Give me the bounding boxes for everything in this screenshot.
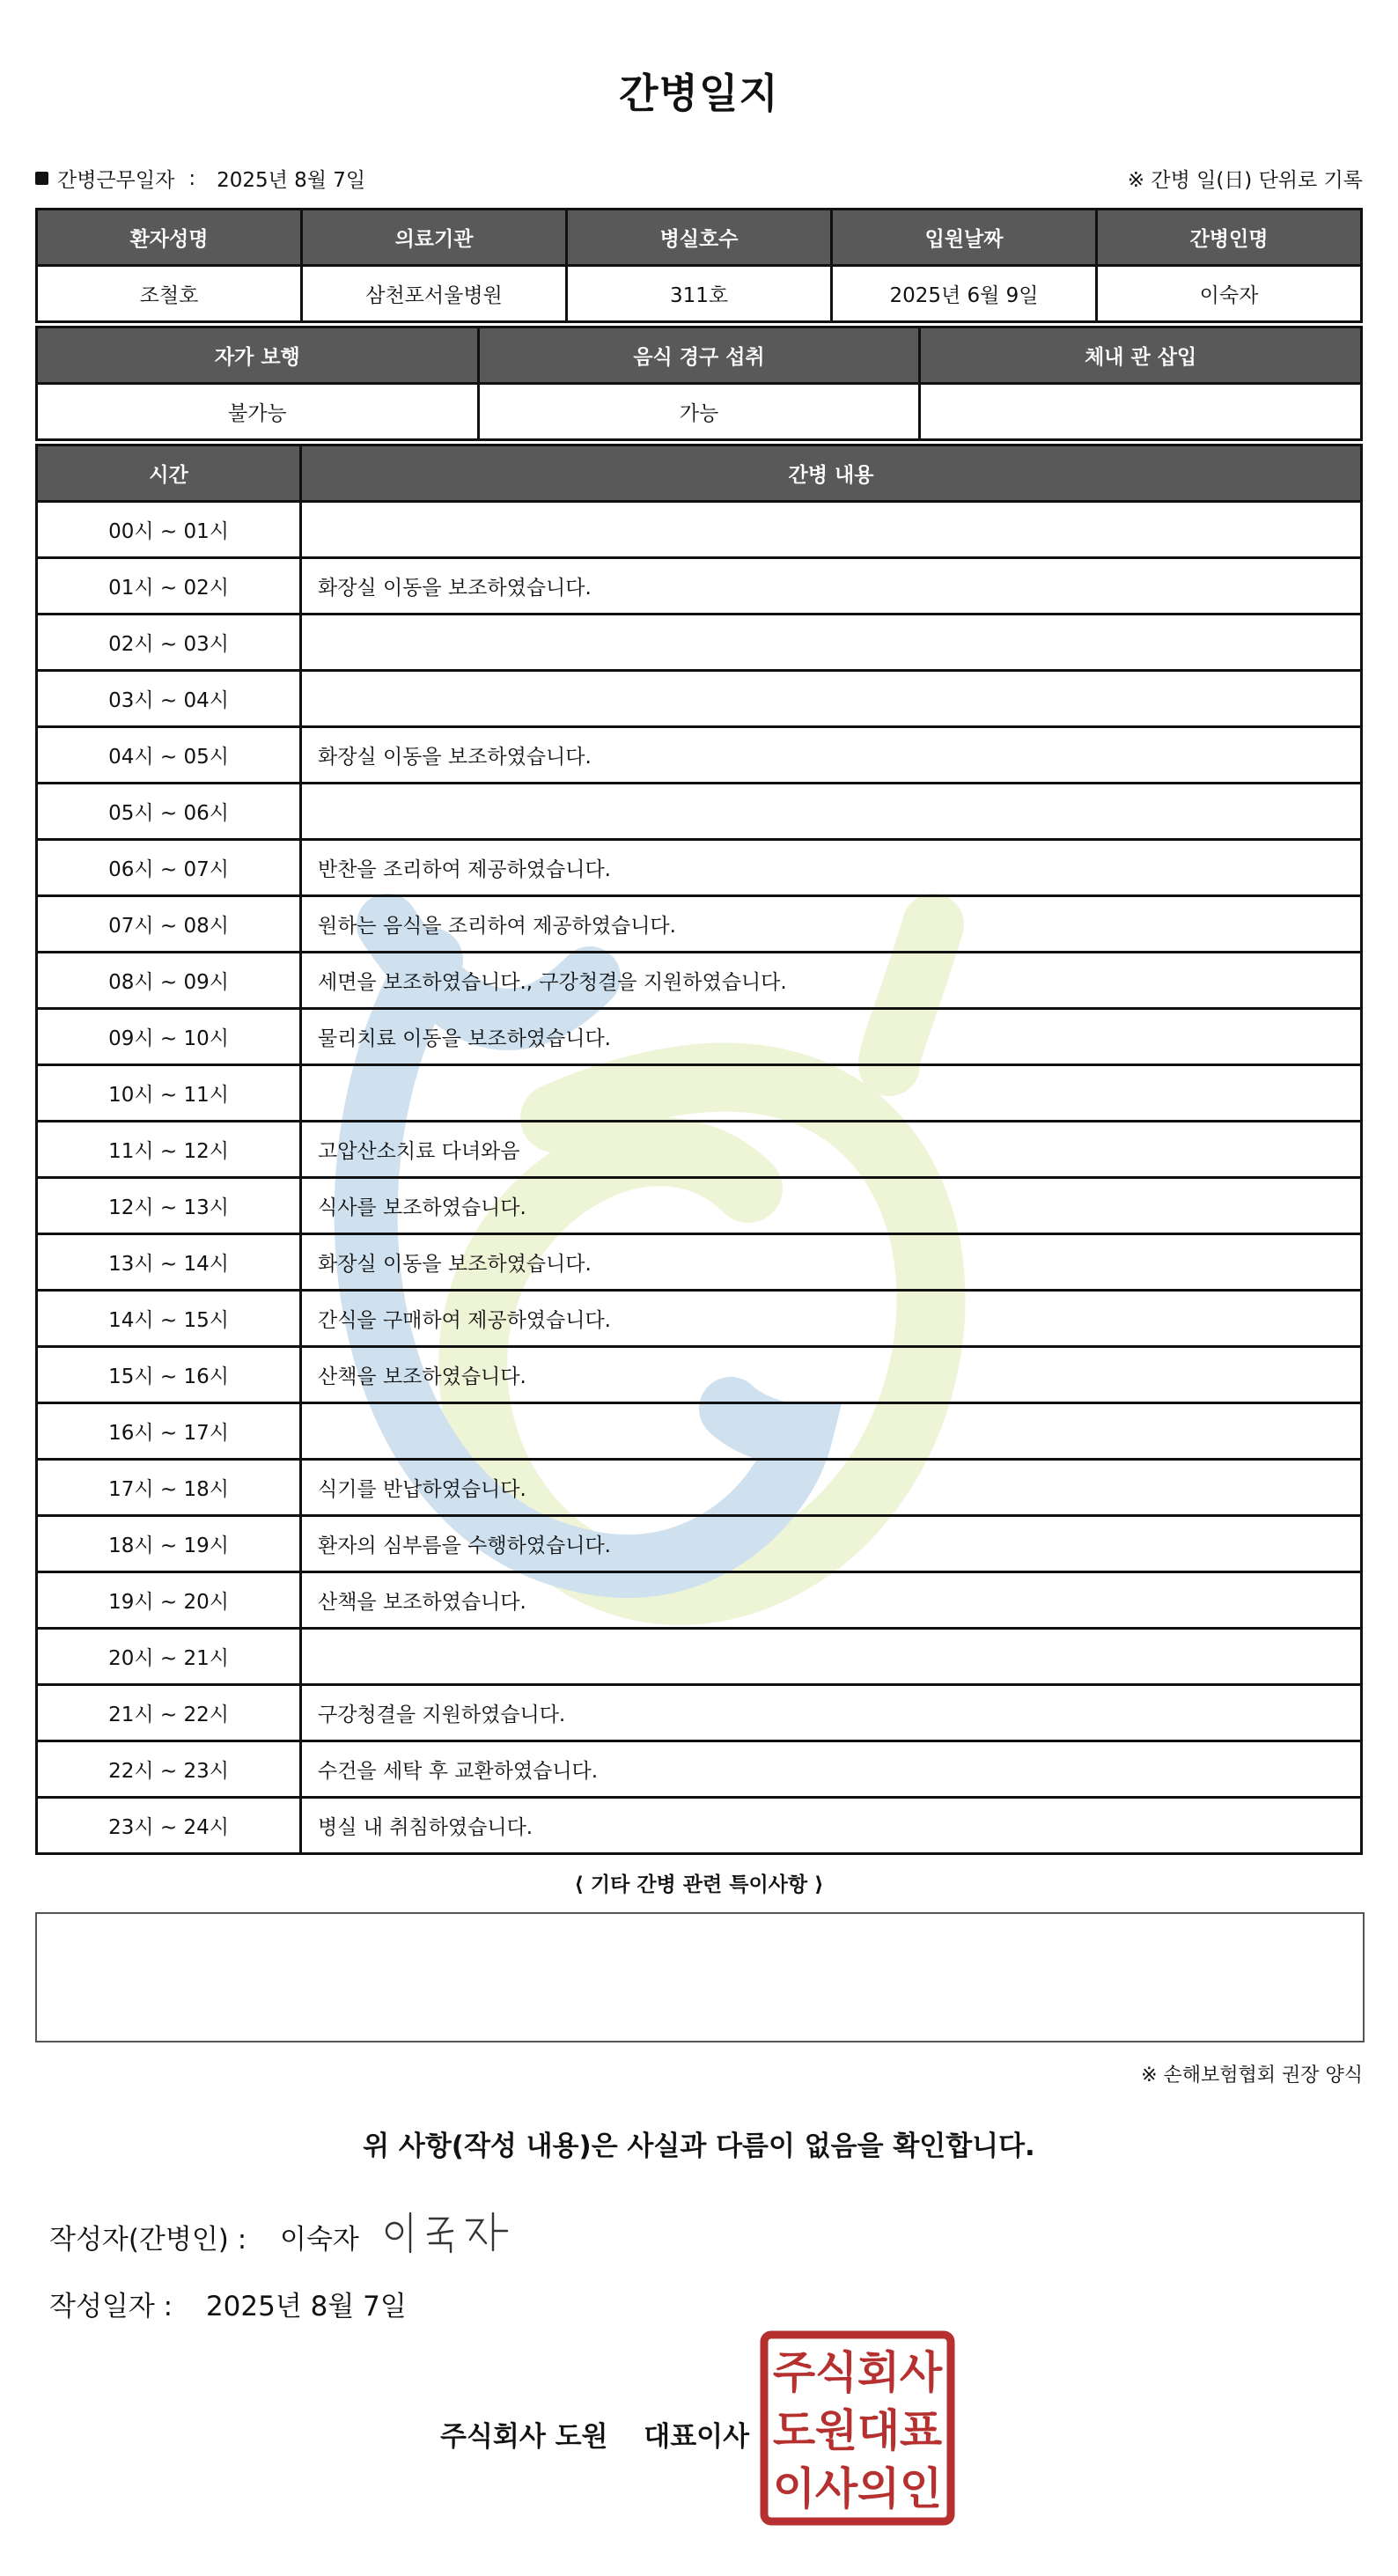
time-cell: 23시 ~ 24시: [37, 1798, 301, 1854]
time-cell: 11시 ~ 12시: [37, 1122, 301, 1178]
seal-character: 식: [814, 2347, 858, 2398]
seal-character: 사: [899, 2347, 943, 2398]
seal-character: 사: [814, 2463, 858, 2514]
company-name: 주식회사 도원: [440, 2421, 608, 2453]
care-content-cell: 수건을 세탁 후 교환하였습니다.: [301, 1741, 1362, 1798]
care-content-cell: 병실 내 취침하였습니다.: [301, 1798, 1362, 1854]
table-row: [37, 784, 1362, 840]
table-row: [37, 953, 1362, 1009]
tube-insertion-status: [920, 384, 1362, 440]
work-date-value: 2025년 8월 7일: [217, 169, 366, 192]
time-cell: 04시 ~ 05시: [37, 727, 301, 784]
time-cell: 01시 ~ 02시: [37, 558, 301, 615]
seal-character: 도: [772, 2405, 816, 2456]
table-row: [37, 840, 1362, 896]
company-line: [440, 2414, 749, 2454]
time-cell: 20시 ~ 21시: [37, 1629, 301, 1685]
table-header-row: [37, 328, 1362, 384]
care-content-cell: [301, 1065, 1362, 1122]
table-header-row: [37, 210, 1362, 266]
care-content-cell: 세면을 보조하였습니다., 구강청결을 지원하였습니다.: [301, 953, 1362, 1009]
notes-title: ⟨ 기타 간병 관련 특이사항 ⟩: [574, 1873, 824, 1896]
time-cell: 06시 ~ 07시: [37, 840, 301, 896]
header-cell: 체내 관 삽입: [920, 328, 1362, 384]
ceo-label: 대표이사: [644, 2421, 750, 2453]
table-row: [37, 671, 1362, 727]
time-cell: 21시 ~ 22시: [37, 1685, 301, 1741]
document-title: 간병일지: [619, 70, 779, 117]
write-date-line: [49, 2284, 407, 2323]
care-content-cell: 산책을 보조하였습니다.: [301, 1572, 1362, 1629]
hospital-name: 삼천포서울병원: [302, 266, 567, 322]
time-cell: 15시 ~ 16시: [37, 1347, 301, 1403]
header-cell: 간병인명: [1097, 210, 1362, 266]
header-cell: 의료기관: [302, 210, 567, 266]
time-cell: 17시 ~ 18시: [37, 1460, 301, 1516]
table-row: [37, 1122, 1362, 1178]
table-row: [37, 1629, 1362, 1685]
care-content-cell: 화장실 이동을 보조하였습니다.: [301, 1234, 1362, 1291]
confirmation-statement: 위 사항(작성 내용)은 사실과 다름이 없음을 확인합니다.: [363, 2131, 1035, 2162]
work-date: [35, 164, 365, 193]
care-content-cell: 반찬을 조리하여 제공하였습니다.: [301, 840, 1362, 896]
table-row: [37, 1291, 1362, 1347]
table-row: [37, 1009, 1362, 1065]
time-cell: 03시 ~ 04시: [37, 671, 301, 727]
seal-character: 회: [857, 2347, 901, 2398]
bullet-square-icon: [35, 172, 48, 185]
table-row: [37, 266, 1362, 322]
table-row: [37, 1685, 1362, 1741]
seal-character: 이: [772, 2463, 816, 2514]
table-row: [37, 558, 1362, 615]
care-content-cell: 화장실 이동을 보조하였습니다.: [301, 558, 1362, 615]
writer-name: 이숙자: [280, 2224, 359, 2256]
seal-character: 원: [814, 2405, 858, 2456]
write-date-value: 2025년 8월 7일: [205, 2291, 407, 2322]
table-row: [37, 1178, 1362, 1234]
table-row: [37, 727, 1362, 784]
patient-status-table: [35, 326, 1363, 441]
header-cell: 환자성명: [37, 210, 302, 266]
association-note: ※ 손해보험협회 권장 양식: [1141, 2064, 1363, 2087]
time-cell: 09시 ~ 10시: [37, 1009, 301, 1065]
table-row: [37, 1741, 1362, 1798]
care-content-cell: [301, 1403, 1362, 1460]
care-content-cell: 환자의 심부름을 수행하였습니다.: [301, 1516, 1362, 1572]
table-row: [37, 1572, 1362, 1629]
time-cell: 18시 ~ 19시: [37, 1516, 301, 1572]
patient-name: 조철호: [37, 266, 302, 322]
caregiver-name: 이숙자: [1097, 266, 1362, 322]
table-row: [37, 1347, 1362, 1403]
time-cell: 05시 ~ 06시: [37, 784, 301, 840]
table-row: [37, 615, 1362, 671]
time-cell: 19시 ~ 20시: [37, 1572, 301, 1629]
seal-character: 인: [899, 2463, 943, 2514]
time-cell: 10시 ~ 11시: [37, 1065, 301, 1122]
table-header-row: [37, 445, 1362, 502]
admission-date: 2025년 6월 9일: [832, 266, 1097, 322]
self-walking-status: 불가능: [37, 384, 479, 440]
table-row: [37, 1516, 1362, 1572]
header-cell: 자가 보행: [37, 328, 479, 384]
care-content-cell: [301, 615, 1362, 671]
care-content-cell: 산책을 보조하였습니다.: [301, 1347, 1362, 1403]
room-number: 311호: [567, 266, 832, 322]
work-date-colon: :: [188, 166, 196, 190]
seal-character: 의: [857, 2463, 901, 2514]
header-cell: 입원날짜: [832, 210, 1097, 266]
work-date-label: 간병근무일자: [57, 169, 175, 192]
company-seal-stamp: [759, 2329, 956, 2527]
care-content-cell: 물리치료 이동을 보조하였습니다.: [301, 1009, 1362, 1065]
care-content-cell: 화장실 이동을 보조하였습니다.: [301, 727, 1362, 784]
time-cell: 07시 ~ 08시: [37, 896, 301, 953]
unit-note: ※ 간병 일(日) 단위로 기록: [1127, 169, 1363, 192]
care-content-cell: 원하는 음식을 조리하여 제공하였습니다.: [301, 896, 1362, 953]
care-content-cell: [301, 784, 1362, 840]
seal-character: 표: [899, 2405, 943, 2456]
table-row: [37, 1798, 1362, 1854]
header-cell: 병실호수: [567, 210, 832, 266]
care-content-cell: [301, 502, 1362, 558]
write-date-label: 작성일자 :: [49, 2291, 173, 2322]
care-content-cell: [301, 1629, 1362, 1685]
table-row: [37, 1234, 1362, 1291]
time-cell: 02시 ~ 03시: [37, 615, 301, 671]
seal-character: 주: [772, 2347, 816, 2398]
care-content-cell: 고압산소치료 다녀와음: [301, 1122, 1362, 1178]
time-cell: 00시 ~ 01시: [37, 502, 301, 558]
writer-line: [49, 2217, 359, 2256]
table-row: [37, 1460, 1362, 1516]
table-row: [37, 384, 1362, 440]
header-cell: 시간: [37, 445, 301, 502]
care-content-cell: [301, 671, 1362, 727]
table-row: [37, 1403, 1362, 1460]
care-content-cell: 구강청결을 지원하였습니다.: [301, 1685, 1362, 1741]
time-cell: 13시 ~ 14시: [37, 1234, 301, 1291]
time-cell: 12시 ~ 13시: [37, 1178, 301, 1234]
care-content-cell: 간식을 구매하여 제공하였습니다.: [301, 1291, 1362, 1347]
patient-info-table: [35, 208, 1363, 323]
care-content-cell: 식기를 반납하였습니다.: [301, 1460, 1362, 1516]
time-cell: 16시 ~ 17시: [37, 1403, 301, 1460]
table-row: [37, 896, 1362, 953]
time-cell: 08시 ~ 09시: [37, 953, 301, 1009]
header-cell: 음식 경구 섭취: [478, 328, 920, 384]
handwritten-signature: [379, 2201, 537, 2263]
time-cell: 22시 ~ 23시: [37, 1741, 301, 1798]
time-cell: 14시 ~ 15시: [37, 1291, 301, 1347]
seal-character: 대: [857, 2405, 901, 2456]
writer-label: 작성자(간병인) :: [49, 2224, 247, 2256]
header-cell: 간병 내용: [301, 445, 1362, 502]
table-row: [37, 1065, 1362, 1122]
care-log-table: [35, 444, 1363, 1855]
care-content-cell: 식사를 보조하였습니다.: [301, 1178, 1362, 1234]
notes-box: [35, 1912, 1365, 2042]
table-row: [37, 502, 1362, 558]
oral-intake-status: 가능: [478, 384, 920, 440]
